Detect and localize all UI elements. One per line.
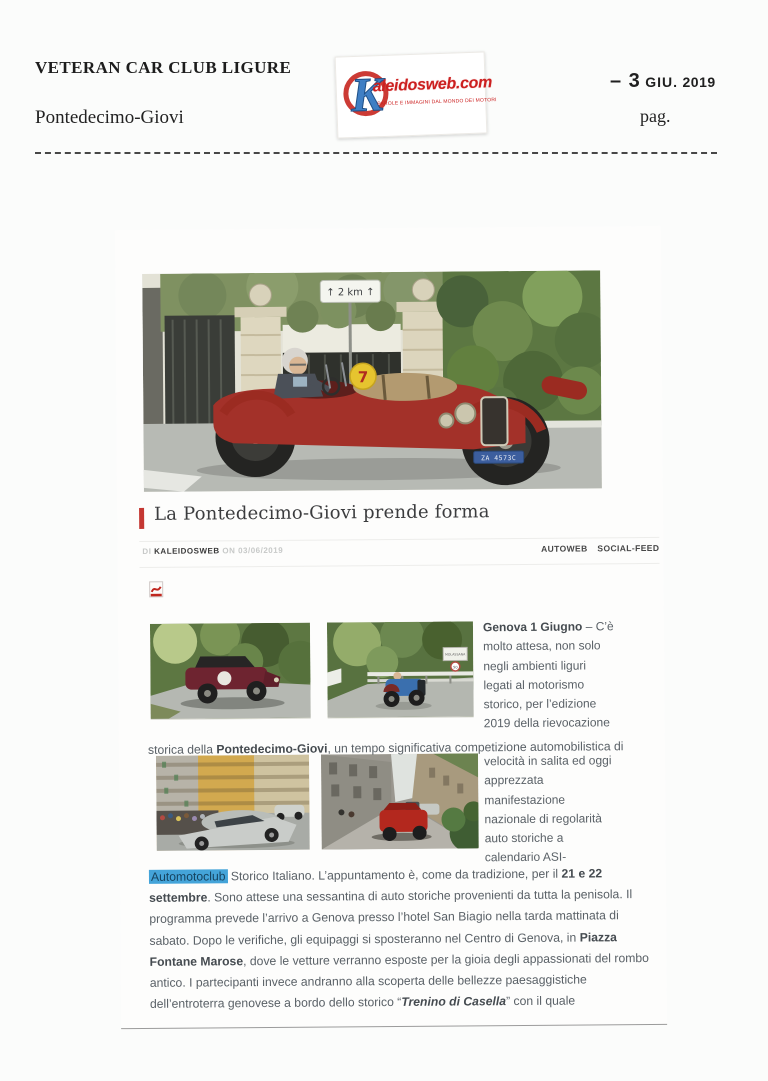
stamp-month: GIU.	[645, 74, 679, 90]
second-text-column: velocità in salita ed oggi apprezzata manifestazione nazionale di regolarità auto storiche a calendario ASI-	[483, 753, 612, 865]
dashed-separator	[35, 152, 717, 154]
stamp-day: – 3	[610, 70, 641, 92]
headline-accent-bar	[139, 508, 144, 529]
logo-tagline: PAROLE E IMMAGINI DAL MONDO DEI MOTORI	[377, 97, 497, 108]
photo-thumb-blue-car	[327, 621, 474, 718]
race-number: 7	[357, 368, 369, 387]
page-number-label: pag.	[640, 106, 671, 126]
byline-top-rule	[139, 537, 659, 542]
pdf-icon	[148, 581, 166, 599]
byline-date: ON 03/06/2019	[222, 545, 284, 556]
hero-photo	[142, 270, 602, 492]
byline-bottom-rule	[140, 563, 660, 568]
kaleidosweb-logo	[335, 51, 497, 138]
license-plate: ZA 4573C	[480, 454, 517, 463]
byline-author: KALEIDOSWEB	[154, 546, 220, 556]
photo-thumb-narrow-street	[321, 753, 479, 849]
photo-thumb-city-square	[156, 755, 310, 851]
category-links	[447, 543, 659, 555]
article-title: La Pontedecimo-Giovi prende forma	[154, 501, 490, 525]
photo-thumb-maroon-car	[150, 623, 311, 720]
logo-wordmark: aleidosweb.com	[372, 74, 493, 96]
byline-prefix: DI	[142, 546, 152, 556]
intro-text-column: Genova 1 Giugno – C’è molto attesa, non solo negli ambienti liguri legati al motorismo storico, per l’edizione 2019 della rievocazione	[482, 619, 614, 731]
distance-sign-text: ↑ 2 km ↑	[326, 287, 375, 299]
bridge-line: storica della Pontedecimo-Giovi, un tempo significativa competizione automobilistica di	[147, 739, 624, 757]
category-social-feed: SOCIAL-FEED	[597, 542, 660, 554]
clipping-subject: Pontedecimo-Giovi	[35, 107, 184, 128]
stamp-year: 2019	[682, 74, 716, 90]
svg-text:K: K	[350, 67, 384, 123]
article-clipping	[115, 226, 667, 1029]
organization-title: VETERAN CAR CLUB LIGURE	[35, 58, 292, 77]
byline	[142, 546, 283, 556]
speed-sign-text: 50	[453, 665, 458, 670]
village-sign-text: MOLASSANA	[445, 652, 466, 657]
category-autoweb: AUTOWEB	[541, 543, 588, 554]
body-paragraph: Automotoclub Storico Italiano. L’appuntamento è, come da tradizione, per il 21 e 22 settembre. Sono attese una sessantina di auto storiche provenienti da tutta la penisola. Il programma prevede l’arrivo a Genova presso l’hotel San Biagio nella tarda mattinata di sabato. Dopo le verifiche, gli equipaggi si sposteranno nel Centro di Genova, in Piazza Fontane Marose, dove le vetture verranno esposte per la gioia degli appassionati del rombo antico. I partecipanti invece andranno alla scoperta delle bellezze paesaggistiche dell’entroterra genovese a bordo dello storico “Trenino di Casella” con il quale	[149, 866, 649, 1012]
date-stamp	[610, 70, 716, 93]
